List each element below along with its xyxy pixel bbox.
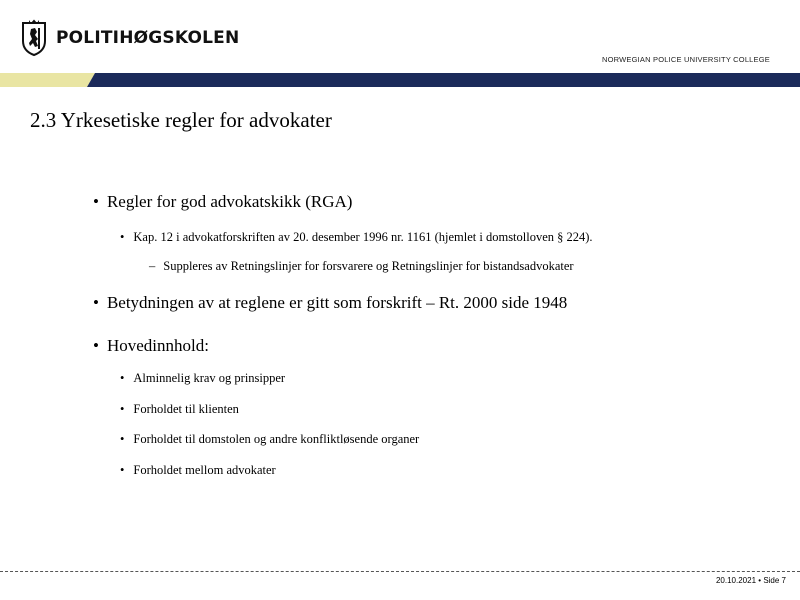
footer <box>716 576 786 585</box>
bullet-item <box>120 463 276 478</box>
bullet-item <box>93 336 209 356</box>
bullet-text: Alminnelig krav og prinsipper <box>133 371 286 385</box>
bullet-item <box>120 432 419 447</box>
bullet-text: Forholdet til domstolen og andre konfliktløsende organer <box>133 432 420 446</box>
bullet-dot-icon: • <box>93 192 99 211</box>
bullet-item <box>120 371 285 386</box>
tagline: NORWEGIAN POLICE UNIVERSITY COLLEGE <box>601 55 770 64</box>
bullet-dot-icon: • <box>120 230 125 244</box>
bullet-text: Hovedinnhold: <box>106 336 209 355</box>
bullet-item <box>93 293 567 313</box>
footer-page-number: Side 7 <box>763 576 786 585</box>
bullet-item <box>93 192 352 212</box>
footer-date: 20.10.2021 <box>715 576 757 585</box>
page-title: 2.3 Yrkesetiske regler for advokater <box>30 108 332 132</box>
bullet-item <box>149 259 574 274</box>
bullet-text: Suppleres av Retningslinjer for forsvarere og Retningslinjer for bistandsadvokater <box>163 259 574 273</box>
bullet-dot-icon: • <box>93 293 99 312</box>
bullet-item <box>120 230 593 245</box>
logo-text: POLITIHØGSKOLEN <box>56 28 240 48</box>
bullet-dot-icon: • <box>120 463 125 477</box>
bullet-dot-icon: • <box>93 336 99 355</box>
footer-separator: • <box>758 576 762 585</box>
bullet-item <box>120 402 239 417</box>
bullet-dot-icon: • <box>120 371 125 385</box>
bullet-text: Forholdet mellom advokater <box>133 463 276 477</box>
bullet-text: Kap. 12 i advokatforskriften av 20. desember 1996 nr. 1161 (hjemlet i domstolloven § 224). <box>133 230 593 244</box>
bullet-dash-icon: – <box>149 259 156 273</box>
bullet-text: Forholdet til klienten <box>133 402 239 416</box>
bullet-dot-icon: • <box>120 432 125 446</box>
bullet-text: Betydningen av at reglene er gitt som forskrift – Rt. 2000 side 1948 <box>106 293 568 312</box>
bullet-text: Regler for god advokatskikk (RGA) <box>106 192 353 211</box>
footer-divider <box>0 571 800 572</box>
bullet-dot-icon: • <box>120 402 125 416</box>
